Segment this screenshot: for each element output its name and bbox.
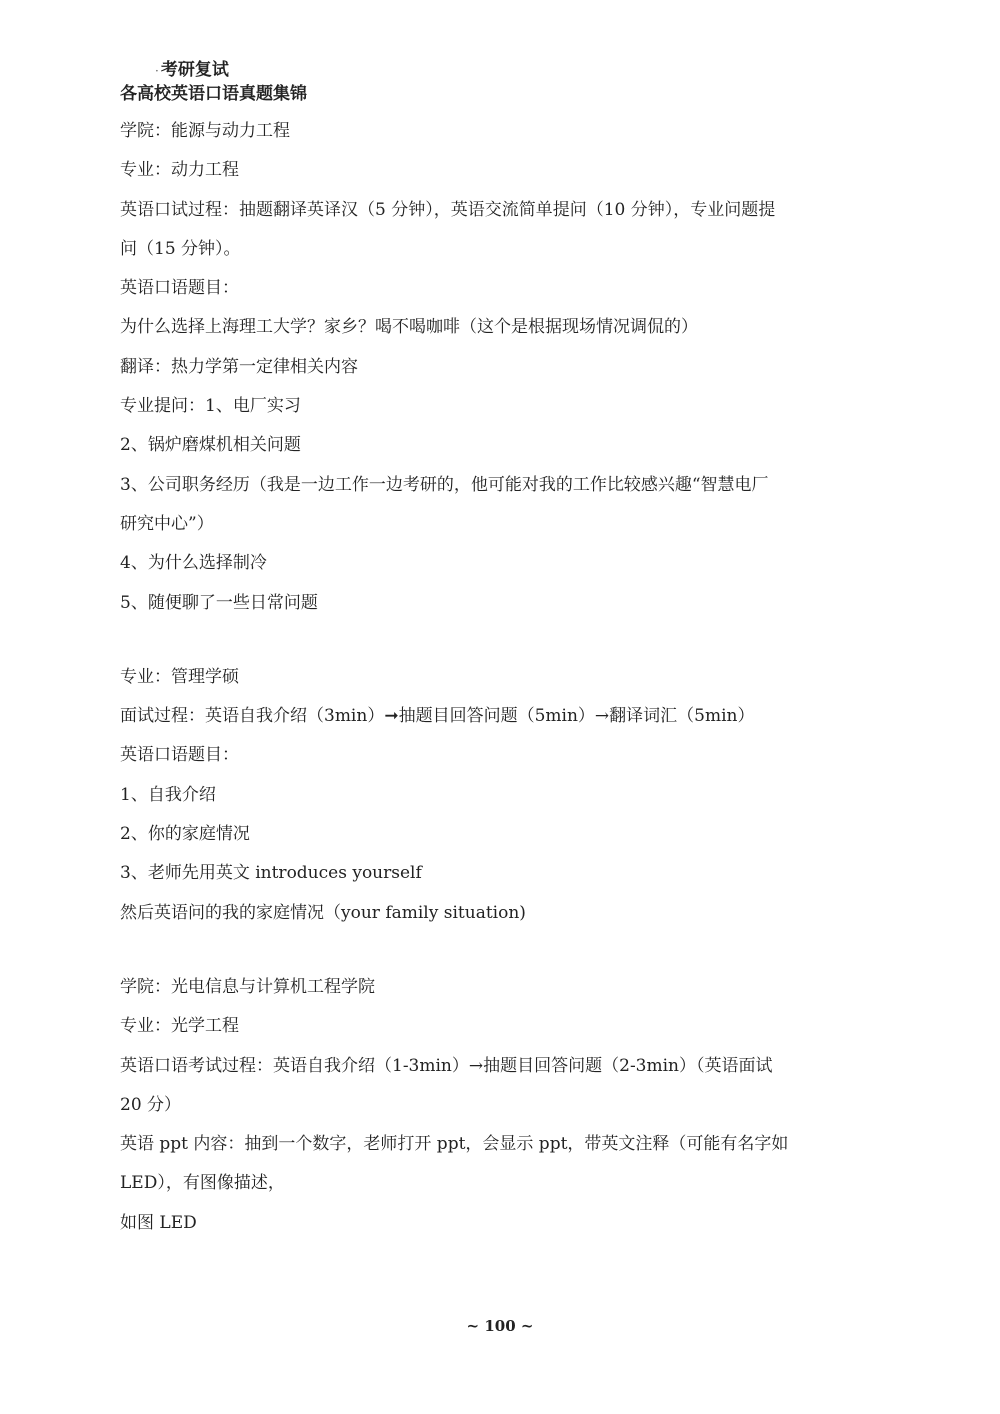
header-title (155, 58, 229, 83)
questions-title: 英语口语题目： (120, 278, 239, 299)
process-line: 英语口试过程：抽题翻译英译汉（5 分钟），英语交流简单提问（10 分钟），专业问题提 (120, 199, 776, 220)
professional-question-1: 专业提问：1、电厂实习 (120, 396, 301, 417)
major-line: 专业：光学工程 (120, 1016, 239, 1037)
header-tick-mark: · (155, 64, 159, 78)
question-translation: 翻译：热力学第一定律相关内容 (120, 356, 358, 377)
question-general: 为什么选择上海理工大学？家乡？喝不喝咖啡（这个是根据现场情况调侃的） (120, 317, 698, 338)
professional-question-3: 3、公司职务经历（我是一边工作一边考研的，他可能对我的工作比较感兴趣“智慧电厂 (120, 474, 769, 495)
ppt-content-line-cont: LED），有图像描述， (120, 1173, 285, 1194)
ppt-content-line: 英语 ppt 内容：抽到一个数字，老师打开 ppt，会显示 ppt，带英文注释（可能有名字如 (120, 1134, 789, 1155)
example-line: 如图 LED (120, 1212, 197, 1233)
section-gap (120, 623, 890, 658)
process-line: 面试过程：英语自我介绍（3min）➞抽题目回答问题（5min）→翻译词汇（5min） (120, 706, 755, 727)
section-management (120, 658, 890, 933)
header-subtitle: 各高校英语口语真题集锦 (120, 84, 307, 104)
professional-question-4: 4、为什么选择制冷 (120, 553, 267, 574)
question-1: 1、自我介绍 (120, 784, 216, 805)
section-gap (120, 933, 890, 968)
process-line: 英语口语考试过程：英语自我介绍（1-3min）→抽题目回答问题（2-3min）（英语面试 (120, 1055, 773, 1076)
major-line: 专业：动力工程 (120, 160, 239, 181)
questions-title: 英语口语题目： (120, 745, 239, 766)
professional-question-3-cont: 研究中心”） (120, 513, 214, 534)
document-body (120, 112, 890, 1243)
section-optoelectronic (120, 968, 890, 1243)
question-4: 然后英语问的我的家庭情况（your family situation) (120, 902, 526, 923)
professional-question-2: 2、锅炉磨煤机相关问题 (120, 435, 301, 456)
college-line: 学院：能源与动力工程 (120, 121, 290, 141)
question-2: 2、你的家庭情况 (120, 824, 250, 845)
process-line-cont: 20 分） (120, 1094, 182, 1115)
major-line: 专业：管理学硕 (120, 666, 239, 687)
process-line-cont: 问（15 分钟）。 (120, 238, 241, 259)
header-title-text: 考研复试 (160, 60, 229, 80)
page-number: ~ 100 ~ (466, 1317, 534, 1335)
college-line: 学院：光电信息与计算机工程学院 (120, 976, 375, 997)
question-3: 3、老师先用英文 introduces yourself (120, 863, 422, 884)
professional-question-5: 5、随便聊了一些日常问题 (120, 592, 318, 613)
section-energy-power (120, 112, 890, 623)
